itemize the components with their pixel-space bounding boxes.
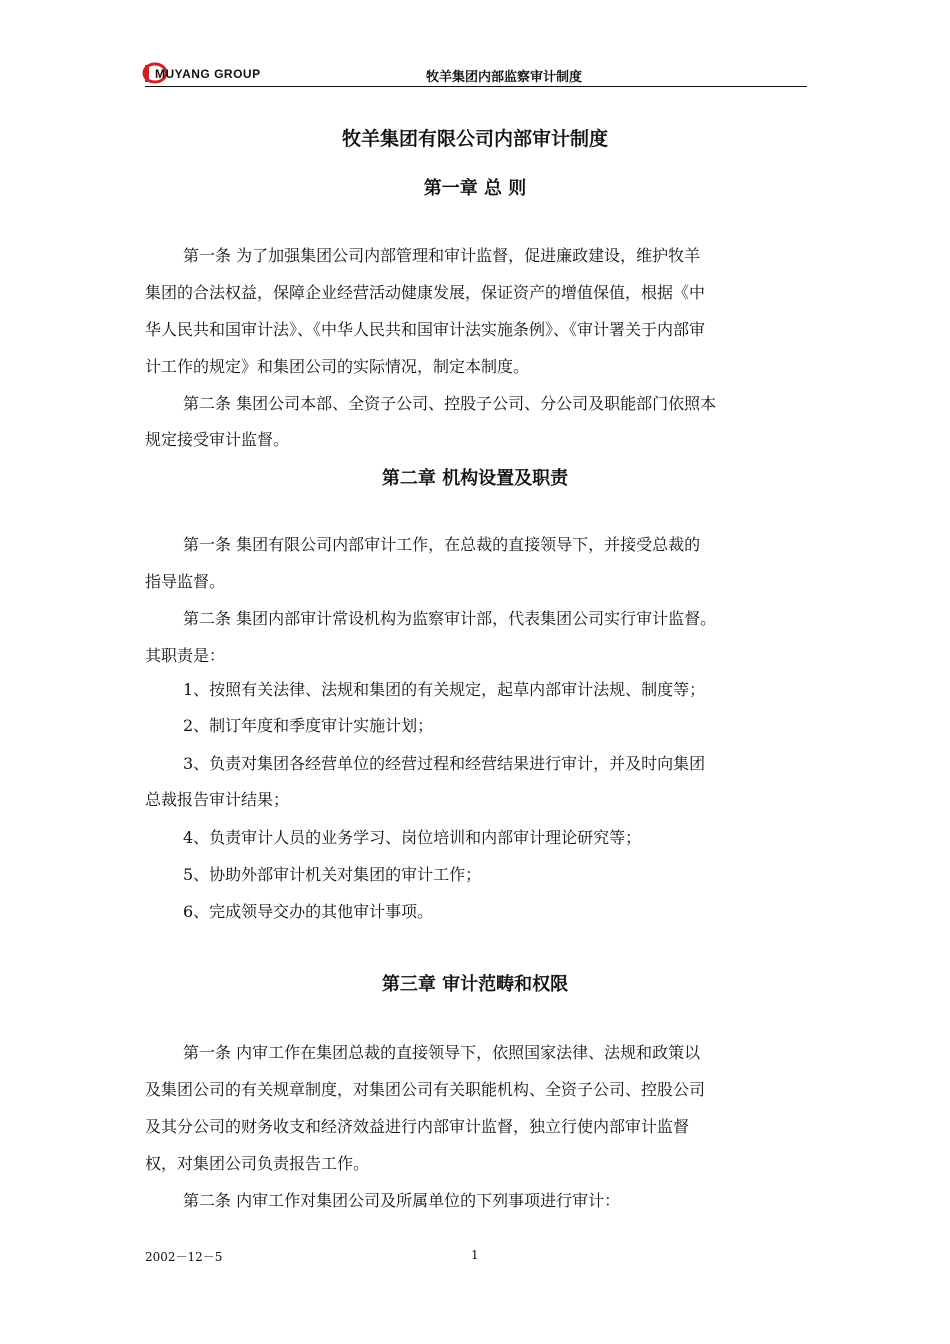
- text-line: 第二条 内审工作对集团公司及所属单位的下列事项进行审计：: [183, 1191, 621, 1210]
- text-line: 第一条 为了加强集团公司内部管理和审计监督，促进廉政建设，维护牧羊: [183, 246, 701, 265]
- text-line: 及集团公司的有关规章制度，对集团公司有关职能机构、全资子公司、控股公司: [145, 1080, 706, 1099]
- text-line: 其职责是：: [145, 646, 226, 665]
- text-line: 2、制订年度和季度审计实施计划；: [183, 716, 434, 735]
- text-line: 第二条 集团公司本部、全资子公司、控股子公司、分公司及职能部门依照本: [183, 394, 717, 413]
- text-line: 总裁报告审计结果；: [145, 790, 290, 809]
- page-header: [145, 64, 807, 87]
- document-title: 牧羊集团有限公司内部审计制度: [341, 128, 608, 150]
- text-line: 5、协助外部审计机关对集团的审计工作；: [183, 865, 482, 884]
- text-line: 第一条 集团有限公司内部审计工作，在总裁的直接领导下，并接受总裁的: [183, 535, 701, 554]
- header-title: 牧羊集团内部监察审计制度: [426, 70, 583, 85]
- text-line: 规定接受审计监督。: [145, 430, 290, 449]
- text-line: 权，对集团公司负责报告工作。: [145, 1154, 370, 1173]
- text-line: 计工作的规定》和集团公司的实际情况，制定本制度。: [145, 357, 530, 376]
- text-line: 及其分公司的财务收支和经济效益进行内部审计监督，独立行使内部审计监督: [145, 1117, 690, 1136]
- text-line: 第一条 内审工作在集团总裁的直接领导下，依照国家法律、法规和政策以: [183, 1043, 701, 1062]
- text-line: 指导监督。: [145, 572, 226, 591]
- text-line: 3、负责对集团各经营单位的经营过程和经营结果进行审计，并及时向集团: [183, 754, 706, 773]
- text-line: 1、按照有关法律、法规和集团的有关规定，起草内部审计法规、制度等；: [183, 680, 706, 699]
- chapter-3-heading: 第三章 审计范畴和权限: [381, 974, 569, 995]
- footer-date: 2002－12－5: [145, 1250, 223, 1264]
- text-line: 华人民共和国审计法》、《中华人民共和国审计法实施条例》、《审计署关于内部审: [145, 320, 706, 339]
- chapter-2-heading: 第二章 机构设置及职责: [381, 468, 569, 489]
- page-number: 1: [471, 1248, 479, 1262]
- text-line: 4、负责审计人员的业务学习、岗位培训和内部审计理论研究等；: [183, 828, 642, 847]
- chapter-1-heading: 第一章 总 则: [423, 178, 527, 199]
- text-line: 6、完成领导交办的其他审计事项。: [183, 902, 434, 921]
- text-line: 第二条 集团内部审计常设机构为监察审计部，代表集团公司实行审计监督。: [183, 609, 717, 628]
- company-logo: [145, 64, 261, 84]
- logo-text: MUYANG GROUP: [155, 67, 261, 81]
- text-line: 集团的合法权益，保障企业经营活动健康发展，保证资产的增值保值，根据《中: [145, 283, 706, 302]
